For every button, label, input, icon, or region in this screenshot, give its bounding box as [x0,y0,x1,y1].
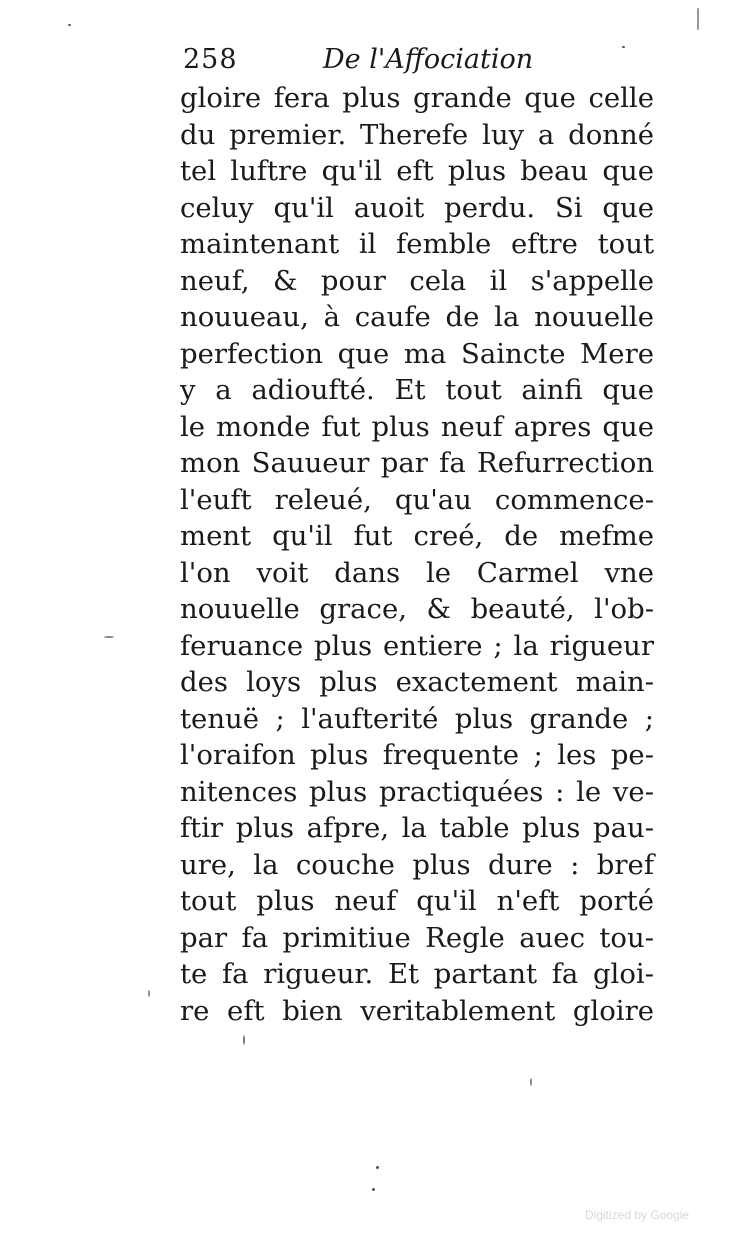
paper-speck [104,636,114,638]
text-line: par fa primitiue Regle auec tou- [180,921,654,954]
text-line: ment qu'il fut creé, de mefme [180,520,654,552]
paper-speck [372,1188,375,1191]
paper-speck [243,1035,245,1045]
text-line: du premier. Therefe luy a donné [180,118,654,151]
text-line: l'oraifon plus frequente ; les pe- [180,739,654,771]
text-line: ftir plus afpre, la table plus pau- [180,812,654,844]
text-line: nouueau, à caufe de la nouuelle [180,301,654,333]
text-line: perfection que ma Saincte Mere [180,337,654,370]
paper-speck [530,1078,532,1086]
scan-watermark: Digitized by Google [585,1208,690,1222]
text-line: y a adioufté. Et tout ainfi que [180,374,654,406]
body-text [180,80,654,1029]
page-number: 258 [183,44,238,75]
paper-speck [622,46,625,48]
page-header [183,44,563,84]
text-line: tel luftre qu'il eft plus beau que [180,155,654,187]
text-line: tenuë ; l'aufterité plus grande ; [180,702,654,735]
text-line: feruance plus entiere ; la rigueur [180,629,654,662]
text-line: neuf, & pour cela il s'appelle [180,264,654,297]
text-line: gloire fera plus grande que celle [180,82,654,114]
text-line: te fa rigueur. Et partant fa gloi- [180,958,654,990]
text-line: l'euft releué, qu'au commence- [180,483,654,516]
text-line: tout plus neuf qu'il n'eft porté [180,885,654,917]
text-line: le monde fut plus neuf apres que [180,410,654,443]
text-line: re eft bien veritablement gloire [180,994,654,1027]
text-line: ure, la couche plus dure : bref [180,848,654,881]
text-line: mon Sauueur par fa Refurrection [180,447,654,479]
paper-speck [697,8,699,30]
text-line: des loys plus exactement main- [180,666,654,698]
running-title: De l'Affociation [323,44,534,75]
text-line: nouuelle grace, & beauté, l'ob- [180,593,654,625]
text-line: nitences plus practiquées : le ve- [180,775,654,808]
text-line: maintenant il femble eftre tout [180,228,654,260]
paper-speck [148,990,150,997]
text-line: l'on voit dans le Carmel vne [180,556,654,589]
paper-speck [376,1166,379,1169]
text-line: celuy qu'il auoit perdu. Si que [180,191,654,224]
paper-speck [68,24,71,26]
